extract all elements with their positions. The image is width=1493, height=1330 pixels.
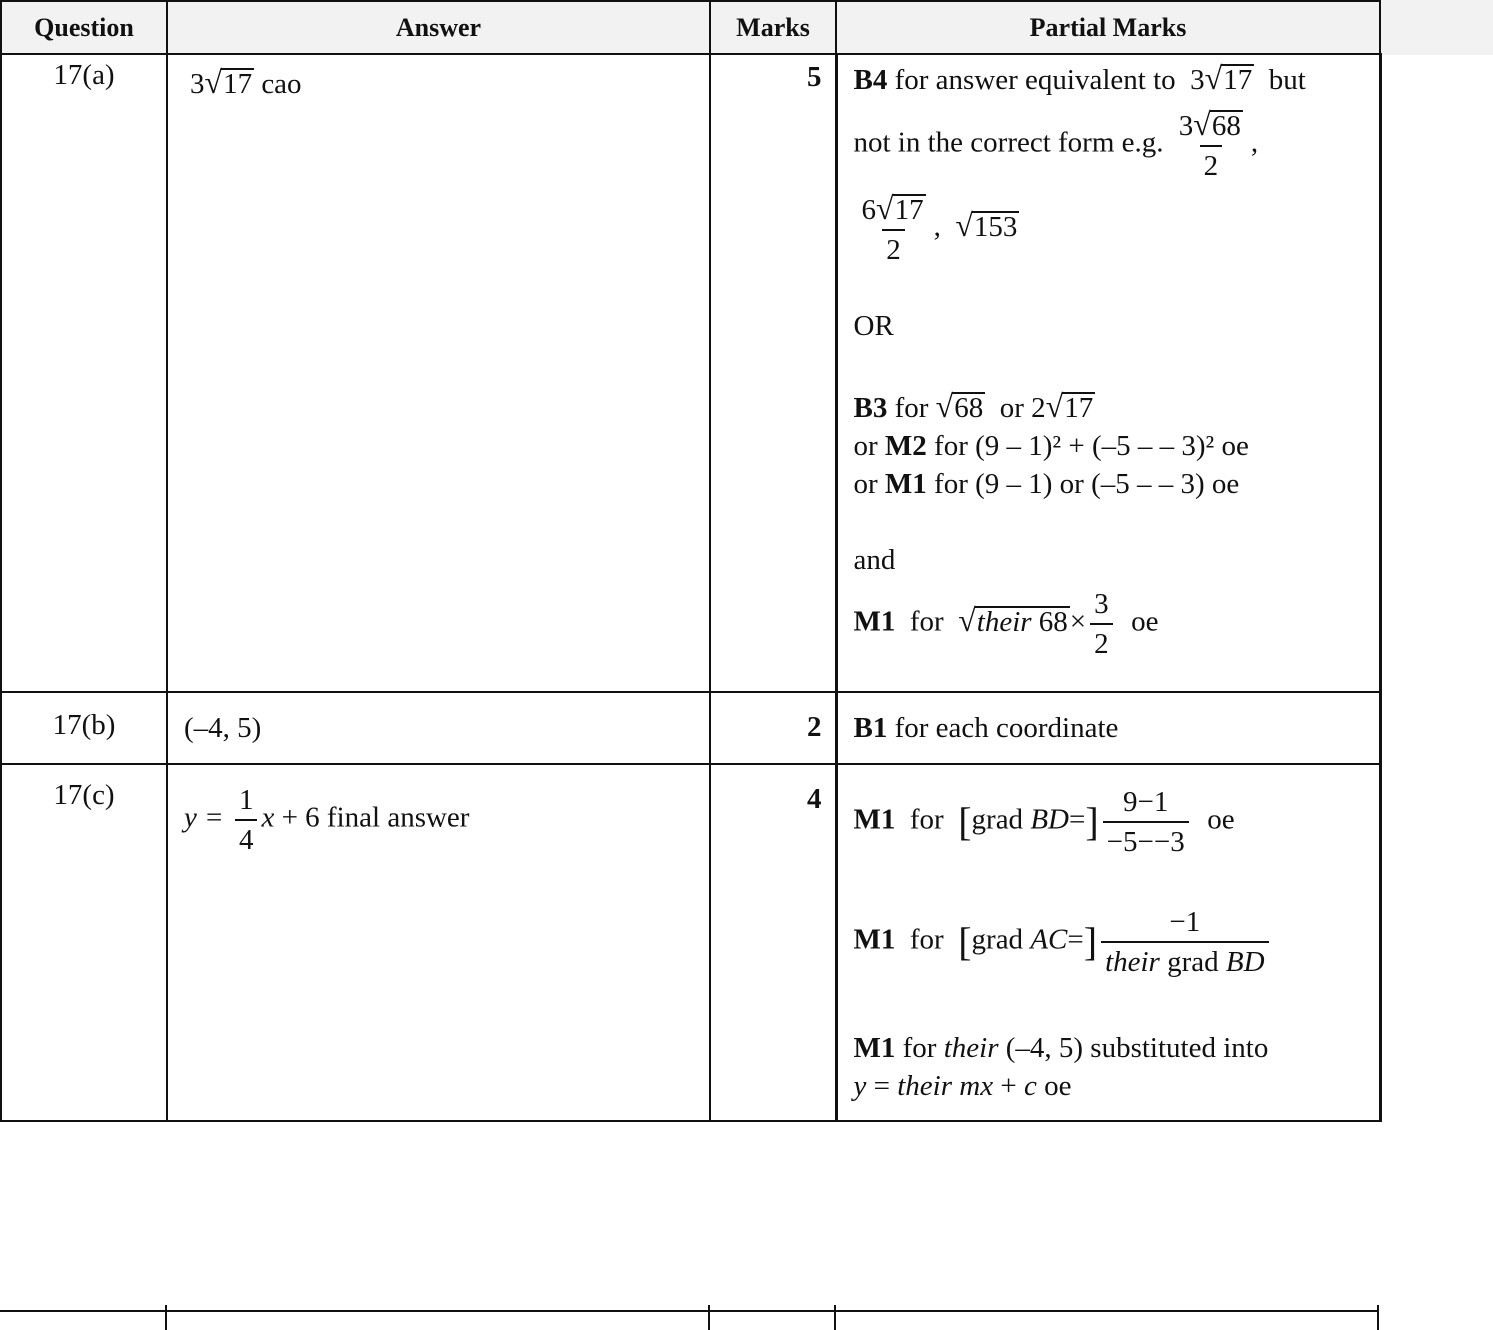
m1a-var: BD <box>1030 803 1069 836</box>
m1a-grad: grad <box>971 803 1024 836</box>
next-table-divider <box>165 1305 167 1330</box>
table-row-17c <box>1 764 1380 1121</box>
sqrt-icon: √ <box>1045 388 1064 424</box>
answer-var: x <box>261 801 275 834</box>
m1b-den-grad: grad <box>1167 946 1219 978</box>
m1b-for: for <box>909 605 944 638</box>
answer-cell <box>167 764 710 1121</box>
m1c-oe: oe <box>1044 1070 1072 1102</box>
m1a-for: for <box>909 803 944 836</box>
m1c-their: their <box>943 1032 999 1064</box>
sqrt-icon: √ <box>958 601 976 638</box>
eg2-coef: 6 <box>861 194 876 226</box>
eg2-radicand: 17 <box>894 194 924 226</box>
m1b-den-var: BD <box>1225 946 1265 978</box>
header-row <box>1 1 1380 54</box>
b4-text: for answer equivalent to <box>894 64 1176 96</box>
example-fraction-1 <box>1175 105 1247 185</box>
m1b-num: −1 <box>1169 906 1201 938</box>
m1b-var: AC <box>1030 923 1068 956</box>
mark-code: M1 <box>853 803 896 836</box>
eg1-den: 2 <box>1200 145 1223 185</box>
next-table-divider <box>1377 1305 1379 1330</box>
m1c-c: c <box>1023 1070 1037 1102</box>
m1b-eq: = <box>1067 923 1084 956</box>
answer-lhs: y = <box>184 801 224 834</box>
marks-cell: 4 <box>710 764 836 1121</box>
b4-coef: 3 <box>1190 64 1205 96</box>
m1a-den: −5−−3 <box>1103 821 1189 861</box>
mark-code: B3 <box>853 392 888 424</box>
m1c-eq: = <box>873 1070 890 1102</box>
sqrt-icon: √ <box>1204 60 1223 96</box>
next-table-divider <box>834 1305 836 1330</box>
b3-radicand-2: 17 <box>1064 392 1094 424</box>
m2-prefix: or <box>853 430 878 462</box>
sqrt-icon: √ <box>876 190 894 226</box>
answer-cell <box>167 692 710 764</box>
m1b-fraction <box>1090 585 1113 663</box>
answer-cell <box>167 54 710 692</box>
m1c-y: y <box>853 1070 867 1102</box>
answer-value: (–4, 5) <box>184 712 262 744</box>
answer-suffix: cao <box>261 68 302 100</box>
m1c-for: for <box>902 1032 937 1064</box>
mark-code: M1 <box>853 1032 896 1064</box>
and-text: and <box>853 544 896 576</box>
sqrt-icon: √ <box>935 388 954 424</box>
bracket-open: [ <box>958 919 972 964</box>
header-partial-marks: Partial Marks <box>836 1 1380 54</box>
m1b-grad: grad <box>971 923 1024 956</box>
eg1-coef: 3 <box>1178 110 1194 142</box>
answer-radicand: 17 <box>223 68 253 100</box>
b4-radicand: 17 <box>1223 64 1253 96</box>
m1b-oe: oe <box>1131 605 1159 638</box>
mark-code: M1 <box>853 605 896 638</box>
bracket-close: ] <box>1083 919 1098 964</box>
eg1-radicand: 68 <box>1211 110 1241 142</box>
bracket-close: ] <box>1085 799 1099 844</box>
m1c-their-mx: their mx <box>897 1070 994 1102</box>
m1c-text: (–4, 5) substituted into <box>1005 1032 1269 1064</box>
mark-code: M2 <box>884 430 927 462</box>
m2-text: for (9 – 1)² + (–5 – – 3)² oe <box>934 430 1249 462</box>
m1b-num: 3 <box>1094 588 1109 620</box>
times-symbol: × <box>1069 605 1087 638</box>
m1b-for: for <box>909 923 944 956</box>
m1a-num: 9−1 <box>1123 786 1169 818</box>
eg2-den: 2 <box>882 229 905 269</box>
b3-radicand-1: 68 <box>954 392 984 424</box>
m1b-fraction <box>1101 903 1268 981</box>
header-extension <box>1379 0 1493 55</box>
next-table-top-border <box>0 1310 1379 1312</box>
bracket-open: [ <box>958 799 972 844</box>
partial-marks-cell: B4 for answer equivalent to 3√17 but not in the correct form e.g. $\frac{3√68}{2}$ , $\frac{6√17}{2}$ , √153 OR B3 for √68 or 2√17 or M2 for (9 – 1)² + (–5 – – 3)² oe or M1 for (9 – 1) or (–5 – – 3) oe and M1 for √their 68× $\frac{3}{2}$ oe <box>836 54 1380 692</box>
m1c-plus: + <box>1000 1070 1017 1102</box>
mark-code: B1 <box>853 712 888 744</box>
answer-den: 4 <box>235 819 258 859</box>
answer-rest: + 6 final answer <box>281 801 470 834</box>
m1a-eq: = <box>1068 803 1086 836</box>
header-marks: Marks <box>710 1 836 54</box>
m1b-radicand: 68 <box>1038 605 1068 638</box>
question-cell: 17(a) <box>1 54 167 692</box>
answer-coef: 3 <box>190 68 205 100</box>
eg3-radicand: 153 <box>973 210 1018 243</box>
answer-fraction <box>235 781 258 859</box>
sqrt-icon: √ <box>1193 106 1211 142</box>
sqrt-icon: √ <box>204 64 223 100</box>
b3-or: or 2 <box>999 392 1046 424</box>
m1b-their: their <box>976 605 1032 638</box>
mark-code: M1 <box>853 923 896 956</box>
answer-num: 1 <box>238 784 254 816</box>
next-table-divider <box>708 1305 710 1330</box>
sqrt-icon: √ <box>955 206 973 243</box>
b3-for: for <box>894 392 929 424</box>
m1a-oe: oe <box>1207 803 1235 836</box>
m1b-den-their: their <box>1105 946 1160 978</box>
not-correct-text: not in the correct form e.g. <box>853 126 1164 159</box>
b4-but: but <box>1268 64 1306 96</box>
m1-text: for (9 – 1) or (–5 – – 3) oe <box>934 468 1240 500</box>
or-text: OR <box>853 310 894 342</box>
question-cell: 17(c) <box>1 764 167 1121</box>
mark-code: B4 <box>853 64 888 96</box>
mark-code: M1 <box>884 468 927 500</box>
m1-prefix: or <box>853 468 878 500</box>
header-question: Question <box>1 1 167 54</box>
question-cell: 17(b) <box>1 692 167 764</box>
marks-cell: 2 <box>710 692 836 764</box>
partial-marks-cell <box>836 692 1380 764</box>
header-answer: Answer <box>167 1 710 54</box>
example-fraction-2 <box>858 189 930 269</box>
table-row-17b <box>1 692 1380 764</box>
m1b-den: 2 <box>1090 623 1113 663</box>
marks-cell: 5 <box>710 54 836 692</box>
b1-text: for each coordinate <box>894 712 1119 744</box>
partial-marks-cell <box>836 764 1380 1121</box>
table-row-17a <box>1 54 1380 692</box>
m1a-fraction <box>1103 783 1189 861</box>
